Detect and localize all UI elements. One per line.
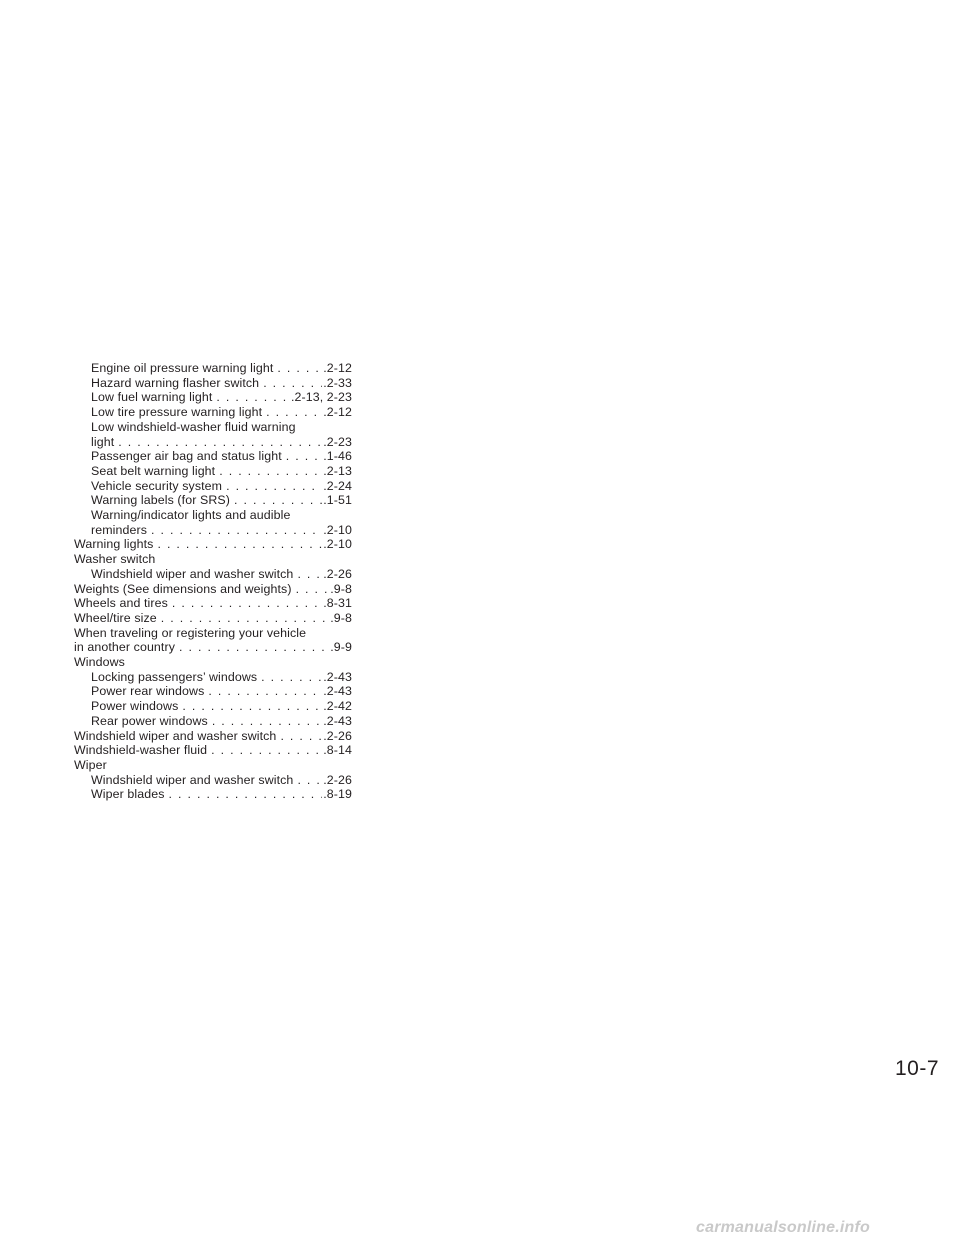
index-entry-text: Hazard warning flasher switch (91, 375, 260, 390)
index-column (74, 361, 352, 802)
index-entry (74, 670, 352, 685)
index-entry-text: Warning lights (74, 537, 154, 552)
index-entry-text: Wiper blades (91, 787, 165, 802)
index-entry-text: Wiper (74, 757, 107, 772)
index-entry (74, 552, 352, 567)
index-entry-page: .2-10 (323, 522, 352, 537)
dot-leader (157, 537, 322, 552)
dot-leader (216, 390, 290, 405)
index-entry (74, 787, 352, 802)
dot-leader (212, 714, 322, 729)
index-entry (74, 758, 352, 773)
index-entry-text: Low fuel warning light (91, 390, 213, 405)
dot-leader (118, 435, 322, 450)
index-entry-page: .2-43 (323, 713, 352, 728)
dot-leader (172, 596, 322, 611)
index-entry-page: .2-43 (323, 669, 352, 684)
index-entry (74, 699, 352, 714)
index-entry-text: Washer switch (74, 552, 156, 567)
index-entry-text: Windshield wiper and washer switch (91, 566, 294, 581)
dot-leader (211, 743, 322, 758)
index-entry-text: reminders (91, 522, 147, 537)
index-entry (74, 611, 352, 626)
index-entry-text: light (91, 434, 115, 449)
index-entry (74, 640, 352, 655)
index-entry-page: .1-46 (323, 449, 352, 464)
index-entry-text: Power rear windows (91, 684, 205, 699)
index-entry-page: .2-26 (323, 772, 352, 787)
index-entry (74, 537, 352, 552)
index-entry (74, 493, 352, 508)
index-entry (74, 449, 352, 464)
index-entry-text: Engine oil pressure warning light (91, 361, 274, 375)
index-entry-page: .2-24 (323, 478, 352, 493)
index-entry-text: Windshield-washer fluid (74, 743, 208, 758)
index-entry-page: .2-42 (323, 699, 352, 714)
dot-leader (286, 449, 322, 464)
index-entry-text: Locking passengers’ windows (91, 669, 258, 684)
index-entry (74, 773, 352, 788)
index-entry (74, 376, 352, 391)
index-entry-text: Low windshield-washer fluid warning (91, 419, 296, 434)
index-entry-text: Windshield wiper and washer switch (91, 772, 294, 787)
index-entry (74, 596, 352, 611)
index-entry-text: Vehicle security system (91, 478, 223, 493)
index-entry-page: .9-9 (330, 640, 352, 655)
index-entry-text: Power windows (91, 699, 179, 714)
dot-leader (280, 729, 322, 744)
watermark: carmanualsonline.info (696, 1219, 871, 1236)
dot-leader (297, 567, 322, 582)
dot-leader (208, 684, 322, 699)
index-entry-page: .8-31 (323, 596, 352, 611)
index-entry-page: .2-13 (323, 463, 352, 478)
index-entry-page: .2-43 (323, 684, 352, 699)
dot-leader (182, 699, 322, 714)
index-entry-text: in another country (74, 640, 175, 655)
index-entry (74, 390, 352, 405)
index-entry (74, 684, 352, 699)
dot-leader (161, 611, 329, 626)
index-entry-text: Seat belt warning light (91, 463, 216, 478)
index-entry-text: Weights (See dimensions and weights) (74, 581, 292, 596)
dot-leader (151, 523, 322, 538)
index-entry (74, 567, 352, 582)
index-entry (74, 405, 352, 420)
index-entry-text: Passenger air bag and status light (91, 449, 282, 464)
dot-leader (261, 670, 322, 685)
index-entry-text: Warning labels (for SRS) (91, 493, 230, 508)
index-entry (74, 743, 352, 758)
dot-leader (263, 376, 322, 391)
index-entry-page: .2-10 (323, 537, 352, 552)
index-entry-page: .2-23 (323, 434, 352, 449)
index-entry-page: .8-14 (323, 743, 352, 758)
dot-leader (266, 405, 322, 420)
index-entry-text: Warning/indicator lights and audible (91, 508, 291, 523)
index-entry-page: .2-13, 2-23 (290, 390, 352, 405)
index-entry (74, 714, 352, 729)
index-entry-page: .8-19 (323, 787, 352, 802)
index-entry-page: .2-26 (323, 728, 352, 743)
index-entry-text: Wheel/tire size (74, 610, 157, 625)
dot-leader (277, 361, 322, 376)
index-entry (74, 729, 352, 744)
index-entry-page: .1-51 (323, 493, 352, 508)
index-entry-text: Low tire pressure warning light (91, 405, 263, 420)
index-entry (74, 361, 352, 376)
dot-leader (297, 773, 322, 788)
index-entry-page: .2-33 (323, 375, 352, 390)
index-entry-page: .9-8 (330, 581, 352, 596)
dot-leader (169, 787, 323, 802)
index-entry-text: When traveling or registering your vehicle (74, 625, 307, 640)
index-entry (74, 479, 352, 494)
index-entry-text: Windows (74, 655, 125, 670)
dot-leader (179, 640, 329, 655)
index-entry-text: Rear power windows (91, 713, 208, 728)
index-entry-page: .2-12 (323, 405, 352, 420)
index-entry-page: .2-26 (323, 566, 352, 581)
index-entry-page: .2-12 (323, 361, 352, 375)
dot-leader (234, 493, 322, 508)
index-entry (74, 582, 352, 597)
index-entry (74, 508, 352, 523)
dot-leader (296, 582, 330, 597)
page-number: 10-7 (895, 1057, 940, 1080)
index-entry (74, 626, 352, 641)
dot-leader (226, 479, 322, 494)
index-entry (74, 523, 352, 538)
index-entry-page: .9-8 (330, 610, 352, 625)
dot-leader (219, 464, 322, 479)
index-entry (74, 464, 352, 479)
index-entry-text: Windshield wiper and washer switch (74, 728, 277, 743)
index-entry (74, 420, 352, 435)
index-entry-text: Wheels and tires (74, 596, 168, 611)
index-entry (74, 655, 352, 670)
index-entry (74, 435, 352, 450)
